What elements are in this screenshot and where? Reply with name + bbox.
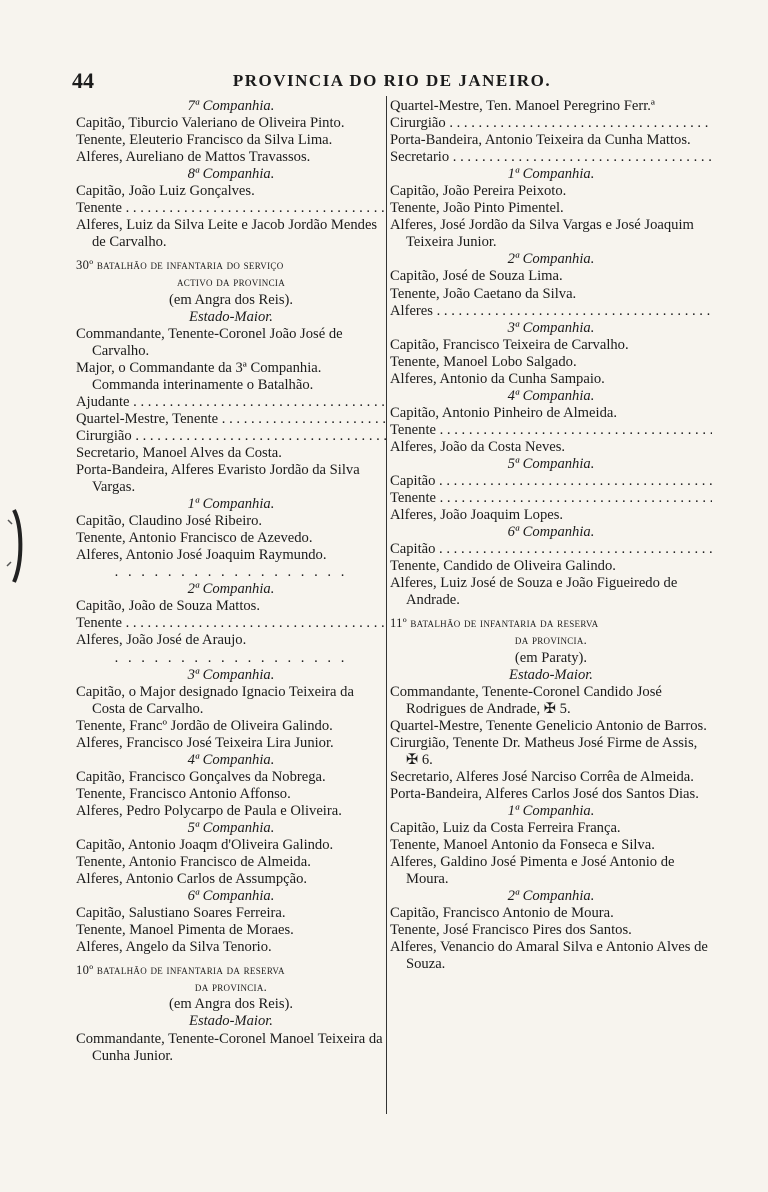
roster-entry: Capitão, o Major designado Ignacio Teixeira da Costa de Carvalho. (76, 683, 354, 717)
location-line: (em Angra dos Reis). (168, 996, 294, 1013)
vacant-entry: Tenente . . . (390, 422, 712, 439)
roster-entry: Alferes, Antonio José Joaquim Raymundo. (76, 547, 327, 564)
company-heading: Estado-Maior. (189, 308, 273, 325)
vacant-entry: Cirurgião . . . (390, 115, 712, 132)
company-heading: 3ª Companhia. (507, 319, 595, 336)
roster-entry: Tenente, Manoel Antonio da Fonseca e Silva. (390, 837, 655, 854)
location-line: (em Angra dos Reis). (168, 291, 294, 308)
roster-entry: Cirurgião, Tenente Dr. Matheus José Firme de Assis, ✠ 6. (390, 734, 698, 768)
company-heading: 4ª Companhia. (187, 751, 275, 768)
left-column (76, 98, 386, 1065)
roster-entry: Capitão, Francisco Teixeira de Carvalho. (390, 336, 629, 353)
roster-entry: Capitão, João de Souza Mattos. (76, 598, 261, 615)
company-heading: 6ª Companhia. (507, 524, 595, 541)
section-heading: da provincia. (514, 633, 588, 648)
roster-entry: Capitão, Luiz da Costa Ferreira França. (390, 819, 621, 836)
roster-entry: Tenente, João Caetano da Silva. (390, 285, 577, 302)
vacant-entry: Tenente . . . (76, 615, 386, 632)
roster-entry: Capitão, Claudino José Ribeiro. (76, 513, 263, 530)
section-heading: 10º batalhão de infantaria da reserva (76, 963, 285, 978)
company-heading: 5ª Companhia. (507, 455, 595, 472)
roster-entry: Secretario, Manoel Alves da Costa. (76, 444, 282, 461)
section-heading: activo da provincia (177, 275, 285, 290)
company-heading: 7ª Companhia. (187, 98, 275, 114)
roster-entry: Tenente, Manoel Pimenta de Moraes. (76, 922, 294, 939)
roster-entry: Tenente, João Pinto Pimentel. (390, 200, 564, 217)
roster-entry: Alferes, Luiz José de Souza e João Figueiredo de Andrade. (390, 575, 678, 609)
roster-entry: Secretario, Alferes José Narciso Corrêa de Almeida. (390, 768, 694, 785)
roster-entry: Tenente, Francisco Antonio Affonso. (76, 785, 291, 802)
roster-entry: Alferes, João Joaquim Lopes. (390, 507, 564, 524)
roster-entry: Alferes, Aureliano de Mattos Travassos. (76, 149, 311, 166)
roster-entry: Alferes, Antonio Carlos de Assumpção. (76, 871, 308, 888)
company-heading: 2ª Companhia. (187, 581, 275, 598)
company-heading: 2ª Companhia. (507, 251, 595, 268)
roster-entry: Tenente, José Francisco Pires dos Santos. (390, 922, 632, 939)
vacant-entry: Cirurgião . . . (76, 428, 386, 445)
page-number: 44 (72, 68, 94, 93)
roster-entry: Commandante, Tenente-Coronel João José de Carvalho. (76, 325, 343, 359)
roster-entry: Alferes, José Jordão da Silva Vargas e José Joaquim Teixeira Junior. (390, 217, 694, 251)
roster-entry: Alferes, João da Costa Neves. (390, 438, 566, 455)
roster-entry: Porta-Bandeira, Alferes Evaristo Jordão da Silva Vargas. (76, 461, 360, 496)
roster-entry: Tenente, Francº Jordão de Oliveira Galindo. (76, 717, 333, 734)
roster-entry: Commandante, Tenente-Coronel Candido José Rodrigues de Andrade, ✠ 5. (390, 683, 662, 717)
vacant-entry: Ajudante . . . (76, 394, 386, 411)
section-heading: da provincia. (194, 980, 268, 995)
column-divider (386, 96, 387, 1114)
roster-entry: Major, o Commandante da 3ª Companhia. Commanda interinamente o Batalhão. (76, 359, 322, 393)
roster-entry: Commandante, Tenente-Coronel Manoel Teixeira da Cunha Junior. (76, 1030, 383, 1064)
roster-entry: Capitão, João Pereira Peixoto. (390, 183, 567, 200)
roster-entry: Capitão, Antonio Pinheiro de Almeida. (390, 404, 617, 421)
roster-entry: Alferes, Antonio da Cunha Sampaio. (390, 370, 605, 387)
vacant-entry: Capitão . . . (390, 541, 712, 558)
company-heading: Estado-Maior. (509, 666, 593, 683)
roster-entry: Capitão, Antonio Joaqm d'Oliveira Galindo. (76, 837, 334, 854)
roster-entry: Alferes, Francisco José Teixeira Lira Junior. (76, 734, 334, 751)
company-heading: 5ª Companhia. (187, 819, 275, 836)
vacant-entry: Secretario . . . (390, 149, 712, 166)
roster-entry: Tenente, Manoel Lobo Salgado. (390, 353, 577, 370)
roster-entry: Capitão, João Luiz Gonçalves. (76, 183, 255, 200)
company-heading: 1ª Companhia. (507, 802, 595, 819)
page-title: PROVINCIA DO RIO DE JANEIRO. (232, 71, 552, 90)
vacant-entry: Capitão . . . (390, 473, 712, 490)
company-heading: 3ª Companhia. (187, 666, 275, 683)
vacant-entry: Quartel-Mestre, Tenente . . . (76, 411, 386, 428)
dotted-separator: . . . . . . . . . . . . . . . . . . (114, 649, 348, 666)
vacant-entry: Tenente . . . (76, 200, 386, 217)
roster-entry: Porta-Bandeira, Antonio Teixeira da Cunha Mattos. (390, 132, 691, 149)
vacant-entry: Tenente . . . (390, 490, 712, 507)
company-heading: 6ª Companhia. (187, 888, 275, 905)
company-heading: 8ª Companhia. (187, 166, 275, 183)
right-column (390, 98, 712, 973)
roster-entry: Alferes, João José de Araujo. (76, 632, 247, 649)
roster-entry: Capitão, Tiburcio Valeriano de Oliveira Pinto. (76, 115, 345, 132)
roster-entry: Alferes, Luiz da Silva Leite e Jacob Jordão Mendes de Carvalho. (76, 217, 378, 251)
page-header (72, 68, 712, 96)
binding-mark-icon (4, 506, 26, 586)
company-heading: 2ª Companhia. (507, 888, 595, 905)
company-heading: 1ª Companhia. (187, 496, 275, 513)
roster-entry: Tenente, Antonio Francisco de Azevedo. (76, 530, 313, 547)
roster-entry: Tenente, Candido de Oliveira Galindo. (390, 558, 616, 575)
company-heading: 1ª Companhia. (507, 166, 595, 183)
roster-entry: Alferes, Pedro Polycarpo de Paula e Oliveira. (76, 802, 342, 819)
roster-entry: Alferes, Angelo da Silva Tenorio. (76, 939, 272, 956)
roster-entry: Alferes, Galdino José Pimenta e José Antonio de Moura. (390, 854, 675, 888)
roster-entry: Porta-Bandeira, Alferes Carlos José dos Santos Dias. (390, 785, 699, 802)
section-heading: 11º batalhão de infantaria da reserva (390, 616, 599, 631)
roster-entry: Capitão, José de Souza Lima. (390, 268, 563, 285)
roster-entry: Tenente, Antonio Francisco de Almeida. (76, 854, 311, 871)
roster-entry: Alferes, Venancio do Amaral Silva e Antonio Alves de Souza. (390, 939, 708, 973)
roster-entry: Capitão, Francisco Gonçalves da Nobrega. (76, 768, 326, 785)
company-heading: Estado-Maior. (189, 1013, 273, 1030)
dotted-separator: . . . . . . . . . . . . . . . . . . (114, 564, 348, 581)
section-heading: 30º batalhão de infantaria do serviço (76, 258, 284, 273)
roster-entry: Quartel-Mestre, Tenente Genelicio Antonio de Barros. (390, 717, 707, 734)
vacant-entry: Alferes . . . (390, 303, 712, 320)
roster-entry: Quartel-Mestre, Ten. Manoel Peregrino Ferr.ª (390, 98, 655, 114)
location-line: (em Paraty). (514, 649, 588, 666)
roster-entry: Capitão, Francisco Antonio de Moura. (390, 905, 614, 922)
roster-entry: Capitão, Salustiano Soares Ferreira. (76, 905, 286, 922)
roster-entry: Tenente, Eleuterio Francisco da Silva Lima. (76, 132, 333, 149)
company-heading: 4ª Companhia. (507, 387, 595, 404)
